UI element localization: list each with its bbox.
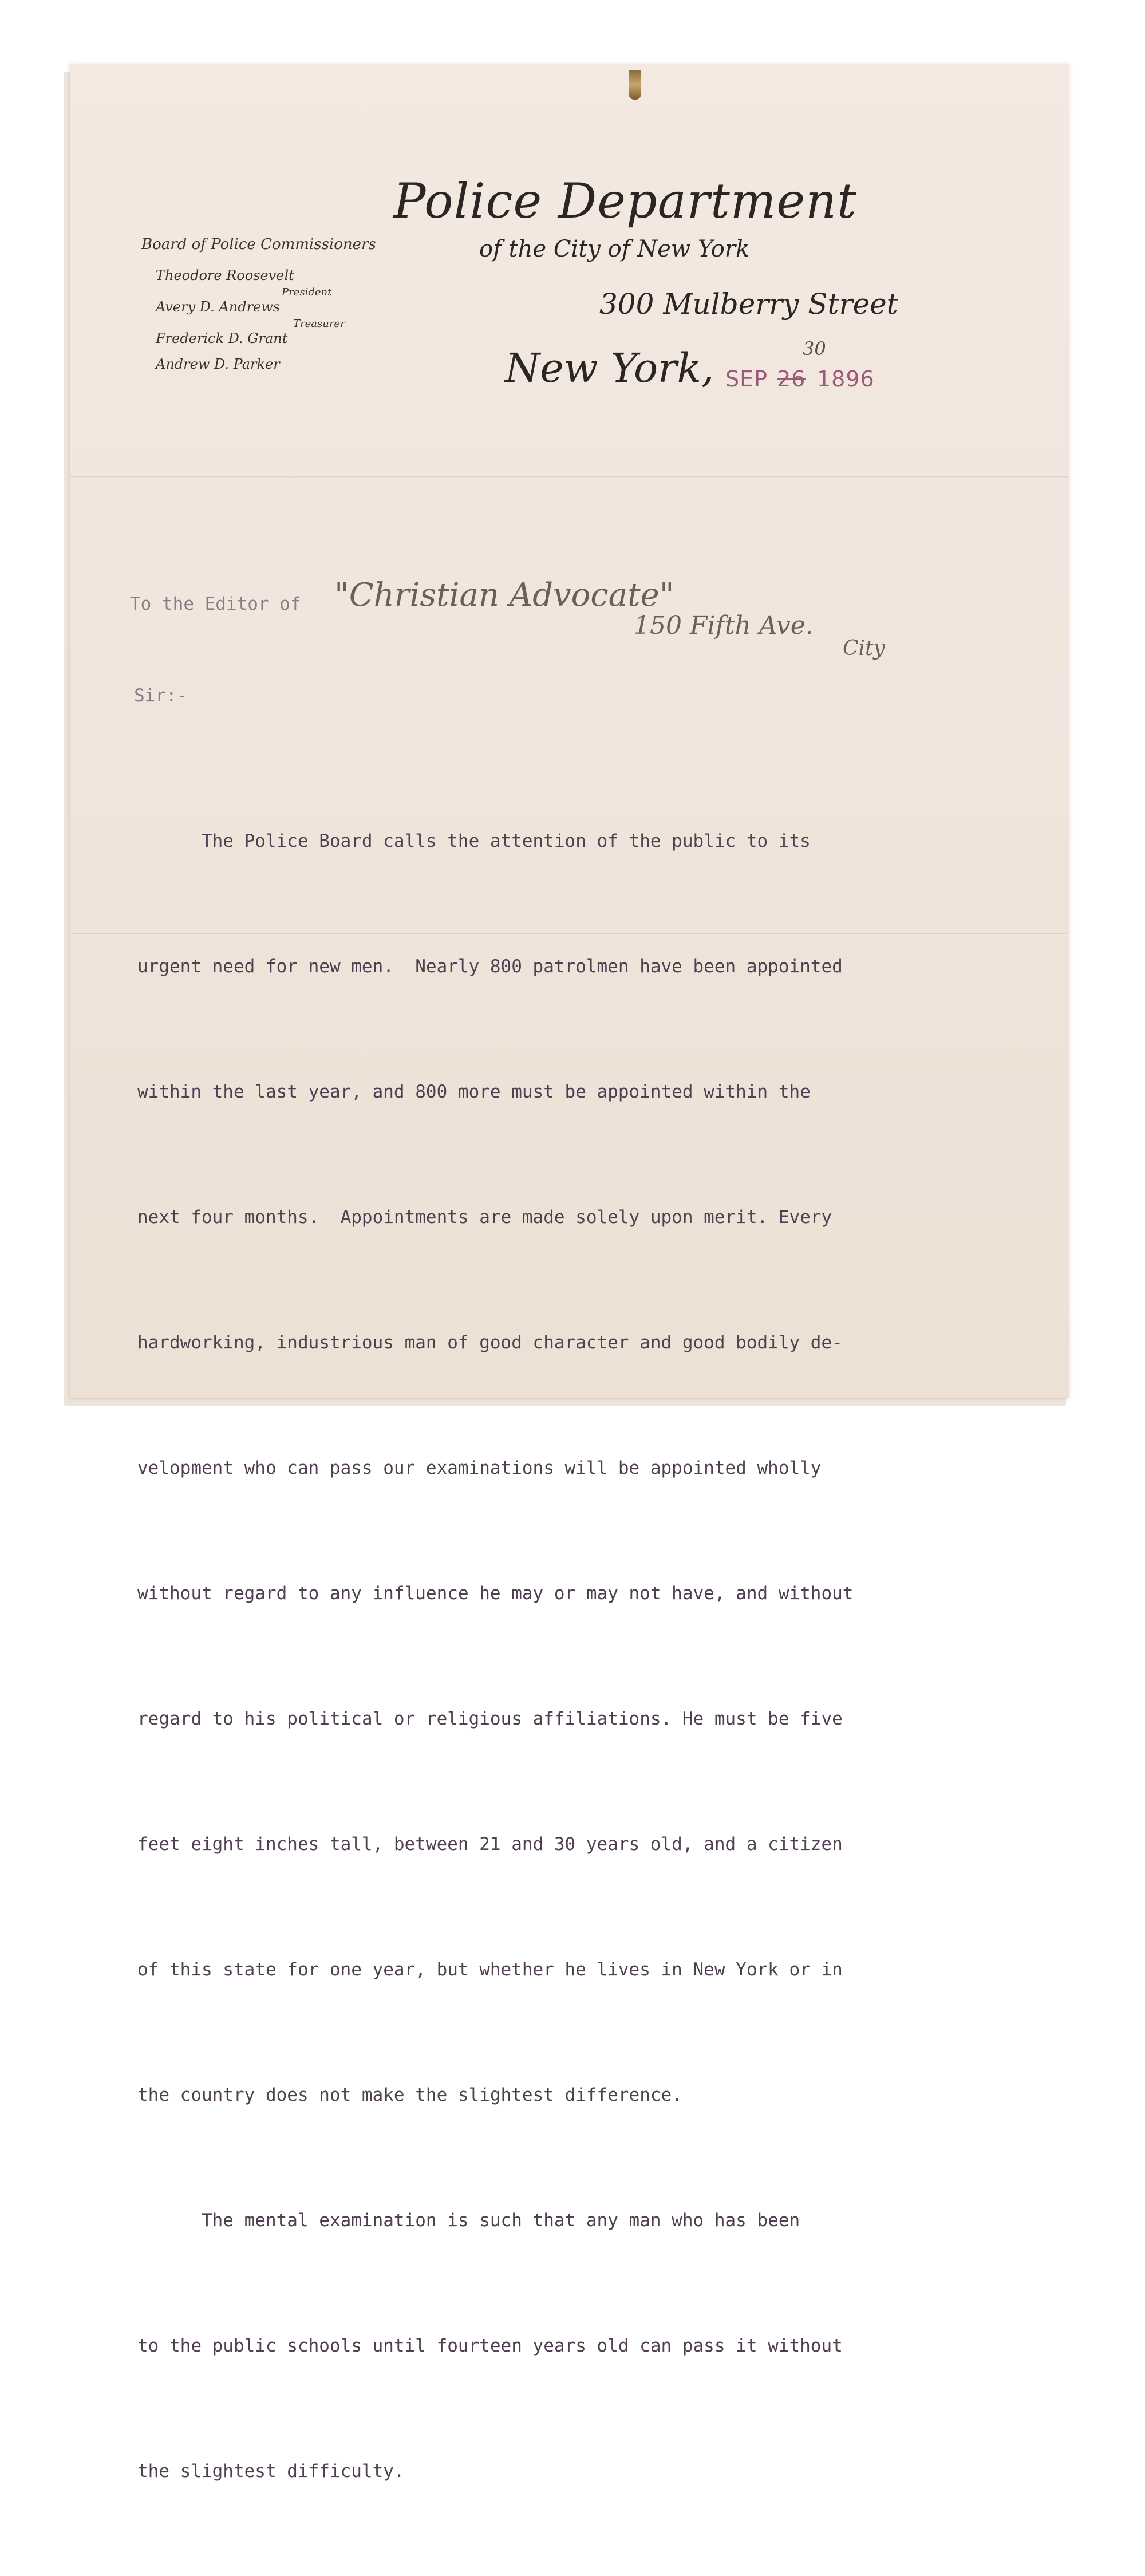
fold-line	[70, 476, 1069, 478]
paper-clip	[629, 70, 641, 100]
date-day-struck: 26	[777, 366, 806, 392]
letterhead-department: Police Department	[393, 173, 857, 229]
date-month: SEP	[725, 366, 768, 392]
board-member	[156, 299, 280, 315]
board-title: Board of Police Commissioners	[141, 236, 376, 253]
body-line: the country does not make the slightest difference.	[137, 2085, 682, 2105]
date-day-handwritten: 30	[803, 338, 826, 360]
member-name: Theodore Roosevelt	[156, 267, 294, 283]
body-line: feet eight inches tall, between 21 and 30 years old, and a citizen	[137, 1834, 843, 1855]
date-year: 1896	[817, 366, 875, 392]
body-line: The mental examination is such that any man who has been	[137, 2210, 800, 2231]
letterhead-city: of the City of New York	[479, 236, 750, 262]
member-role: President	[282, 286, 332, 298]
salutation: Sir:-	[134, 685, 188, 706]
body-line: The Police Board calls the attention of the public to its	[137, 831, 811, 851]
body-line: regard to his political or religious affiliations. He must be five	[137, 1709, 843, 1729]
letterhead-city-line: New York,	[505, 345, 714, 392]
body-line: within the last year, and 800 more must be appointed within the	[137, 1082, 811, 1102]
body-line: without regard to any influence he may or may not have, and without	[137, 1583, 854, 1604]
board-member	[156, 356, 280, 372]
letterhead-street: 300 Mulberry Street	[599, 287, 898, 321]
member-name: Frederick D. Grant	[156, 330, 288, 346]
body-line: urgent need for new men. Nearly 800 patrolmen have been appointed	[137, 956, 843, 977]
body-line: the slightest difficulty.	[137, 2461, 405, 2482]
body-line: velopment who can pass our examinations will be appointed wholly	[137, 1458, 822, 1478]
recipient-city: City	[843, 637, 885, 660]
body-line: to the public schools until fourteen years old can pass it without	[137, 2336, 843, 2356]
letter-body	[137, 737, 853, 2576]
letter-sheet	[70, 64, 1069, 2482]
body-line: of this state for one year, but whether he lives in New York or in	[137, 1959, 843, 1980]
recipient-name: "Christian Advocate"	[334, 577, 674, 614]
salutation-prefix: To the Editor of	[130, 594, 301, 614]
recipient-street: 150 Fifth Ave.	[634, 611, 814, 640]
board-member	[156, 330, 287, 346]
body-line: hardworking, industrious man of good character and good bodily de-	[137, 1332, 843, 1353]
board-member	[156, 267, 294, 283]
member-name: Avery D. Andrews	[156, 299, 281, 315]
member-role: Treasurer	[293, 318, 345, 330]
body-line: next four months. Appointments are made solely upon merit. Every	[137, 1207, 832, 1228]
member-name: Andrew D. Parker	[156, 356, 280, 372]
